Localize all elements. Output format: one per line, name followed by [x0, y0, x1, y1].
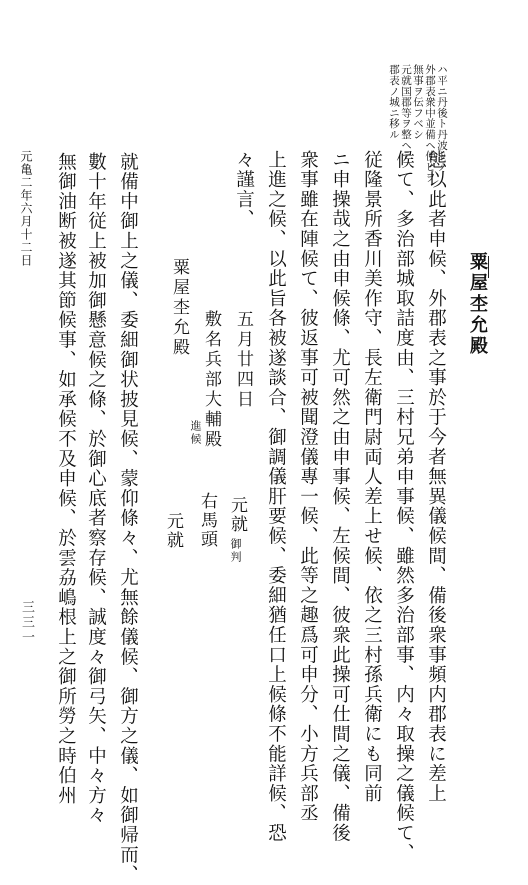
page-number: 三三一 [19, 600, 34, 645]
body-line: ニ申操哉之由申候條、尤可然之由申事候、左候間、彼衆此操可仕間之儀、備後 [329, 150, 351, 843]
recipient-name: 右馬頭 [197, 492, 217, 549]
headnote-line: 郡表ノ城ニ移ル [388, 64, 401, 140]
headnote-line: ハ平ニ丹後ト丹波トノ [436, 64, 449, 172]
footer-date: 元亀二年六月十二日 [19, 150, 33, 267]
salutation-rule [488, 256, 489, 278]
body-line: 候て、多治部城取詰度由、三村兄弟申事候、雖然多治部事、内々取操之儀候て、 [393, 150, 415, 863]
recipient-name: 敷名兵部大輔殿 [201, 310, 221, 450]
postscript-line: 就備中御上之儀、委細御状披見候、蒙仰條々、尤無餘儀候、御方之儀、如御帰而、 [117, 152, 139, 885]
body-line: 上進之候、以此旨各被遂談合、御調儀肝要候、委細猶任口上候條不能詳候、恐 [265, 150, 287, 843]
headnote-line: 無事ヲ伝フベシ [412, 64, 425, 140]
postscript-line: 數十年従上被加御懸意候之條、於御心底者察存候、誠度々御弓矢、中々方々 [85, 152, 107, 826]
postscript-line: 無御油断被遂其節候事、如承候不及申候、於雲劦嶋根上之御所勞之時伯州 [55, 152, 77, 806]
headnote-line: 元就国郡等ヲ整ヘテ [400, 64, 413, 162]
sender-name: 元就 [227, 496, 247, 534]
body-line: 従隆景所香川美作守、長左衛門尉両人差上せ候、依之三村孫兵衛にも同前 [361, 150, 383, 804]
recipient-note: 進候 [189, 420, 202, 446]
addressee-top: 粟屋杢允殿 [467, 252, 488, 357]
body-line: 々謹言、 [233, 150, 255, 230]
sender-name: 元就 [163, 512, 183, 550]
sender-seal: 御判 [229, 538, 242, 564]
body-line: 態以此者申候、外郡表之事於于今者無異儀候間、備後衆事頻内郡表に差上 [425, 150, 447, 804]
letter-date: 五月廿四日 [233, 310, 253, 410]
headnote-line: 外郡表衆中並備ヘ使ヒヲ [424, 64, 437, 183]
body-line: 衆事雖在陣候て、彼返事可被聞澄儀專一候、此等之趣爲可申分、小方兵部丞 [297, 150, 319, 824]
recipient-name: 粟屋杢允殿 [169, 258, 189, 358]
